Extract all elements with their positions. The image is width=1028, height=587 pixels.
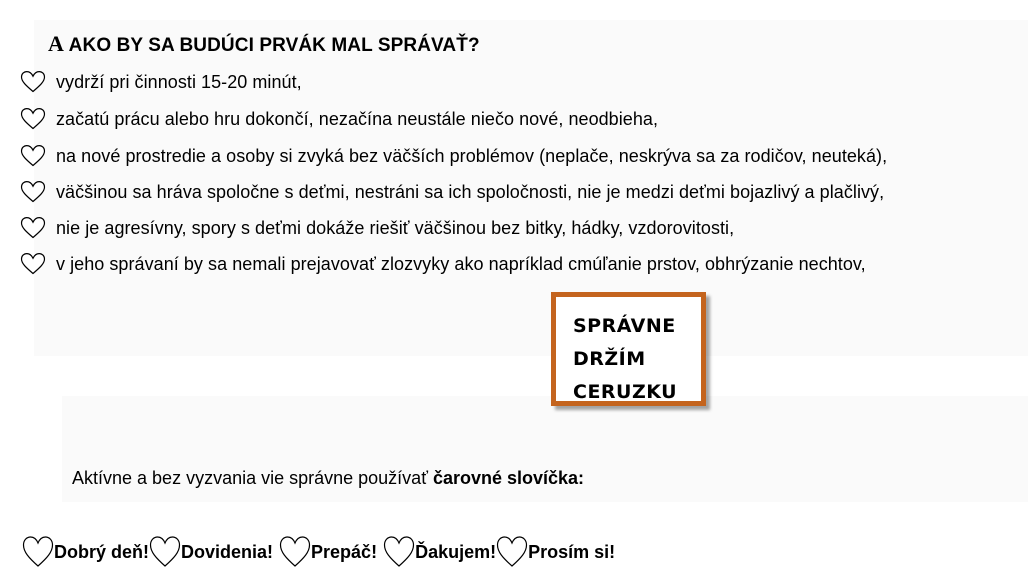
heart-outline-icon <box>20 180 46 204</box>
heart-outline-icon <box>22 535 54 569</box>
behavior-text: v jeho správaní by sa nemali prejavovať zlozvyky ako napríklad cmúľanie prstov, obhrýzanie nechtov, <box>56 253 866 274</box>
behavior-item <box>20 250 866 278</box>
heart-outline-icon <box>20 107 46 131</box>
magic-word: Ďakujem! <box>415 542 497 562</box>
behavior-text: začatú prácu alebo hru dokončí, nezačína neustále niečo nové, neodbieha, <box>56 108 659 129</box>
magic-words-intro-bold: čarovné slovíčka: <box>432 468 585 488</box>
pencil-grip-box <box>551 292 706 406</box>
behavior-text: na nové prostredie a osoby si zvyká bez väčších problémov (neplače, neskrýva sa za rodičov, neuteká), <box>56 145 888 166</box>
magic-words-intro-text: Aktívne a bez vyzvania vie správne používať <box>72 468 433 488</box>
heart-outline-icon <box>20 216 46 240</box>
heading-text: AKO BY SA BUDÚCI PRVÁK MAL SPRÁVAŤ? <box>64 35 480 56</box>
heart-outline-icon <box>383 535 415 569</box>
magic-word: Prosím si! <box>528 542 616 562</box>
behavior-item <box>20 68 302 96</box>
heart-outline-icon <box>20 144 46 168</box>
magic-word: Dovidenia! <box>181 542 274 562</box>
behavior-text: väčšinou sa hráva spoločne s deťmi, nestráni sa ich spoločnosti, nie je medzi deťmi bojazlivý a plačlivý, <box>56 181 885 202</box>
pencil-box-line: SPRÁVNE <box>573 315 676 337</box>
magic-words-intro <box>72 468 584 489</box>
behavior-item <box>20 214 734 242</box>
behavior-item <box>20 178 884 206</box>
heart-outline-icon <box>149 535 181 569</box>
magic-word: Prepáč! <box>311 542 378 562</box>
heart-outline-icon <box>279 535 311 569</box>
heart-outline-icon <box>20 70 46 94</box>
behavior-item <box>20 105 658 133</box>
magic-word: Dobrý deň! <box>54 542 150 562</box>
heart-outline-icon <box>20 252 46 276</box>
behavior-text: nie je agresívny, spory s deťmi dokáže riešiť väčšinou bez bitky, hádky, vzdorovitosti, <box>56 217 735 238</box>
heart-outline-icon <box>496 535 528 569</box>
pencil-box-line: CERUZKU <box>573 381 678 403</box>
magic-words-row <box>22 525 615 569</box>
page-heading <box>48 31 480 57</box>
behavior-item <box>20 142 887 170</box>
pencil-box-line: DRŽÍM <box>573 348 646 370</box>
behavior-text: vydrží pri činnosti 15-20 minút, <box>56 71 302 92</box>
heading-initial: A <box>48 31 64 56</box>
